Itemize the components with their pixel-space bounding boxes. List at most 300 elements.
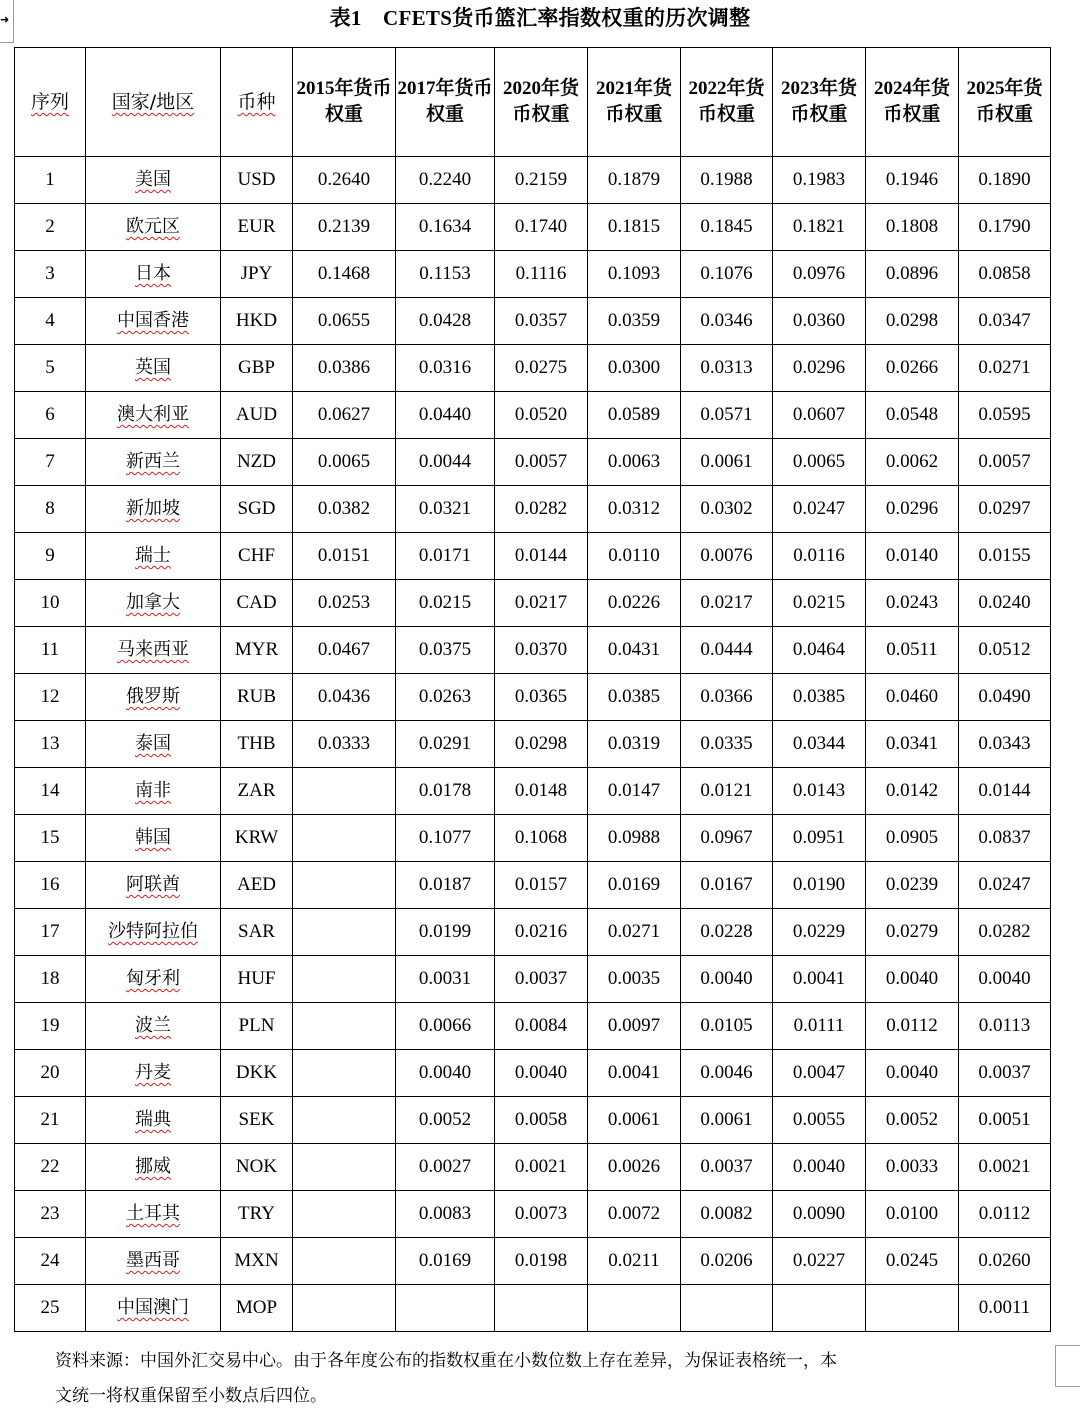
cell-weight: 0.0627 [293,392,396,439]
cell-currency: RUB [221,674,293,721]
cell-weight: 0.0976 [773,251,866,298]
cell-weight: 0.0296 [773,345,866,392]
footnote-line: 文统一将权重保留至小数点后四位。 [55,1386,327,1406]
cell-currency: NZD [221,439,293,486]
cell-seq: 24 [15,1238,86,1285]
cell-weight: 0.1879 [588,157,681,204]
cell-weight: 0.0365 [495,674,588,721]
cell-weight: 0.0198 [495,1238,588,1285]
cell-weight: 0.0260 [959,1238,1051,1285]
cell-country [86,1285,221,1332]
cell-weight: 0.0105 [681,1003,773,1050]
cell-country [86,392,221,439]
cell-weight: 0.0061 [588,1097,681,1144]
header-year: 2017年货币权重 [396,48,495,157]
cell-country [86,1050,221,1097]
cell-weight: 0.0896 [866,251,959,298]
cell-weight [293,1144,396,1191]
cell-country [86,533,221,580]
cell-weight: 0.0058 [495,1097,588,1144]
cell-currency: MXN [221,1238,293,1285]
cell-weight: 0.0655 [293,298,396,345]
cell-weight: 0.0157 [495,862,588,909]
cell-country [86,298,221,345]
cell-currency: SGD [221,486,293,533]
cell-weight: 0.1983 [773,157,866,204]
country-label: 新加坡 [126,498,180,519]
cell-weight: 0.0199 [396,909,495,956]
cell-weight: 0.0040 [681,956,773,1003]
cell-weight: 0.0266 [866,345,959,392]
cell-seq: 11 [15,627,86,674]
cell-weight: 0.0386 [293,345,396,392]
country-label: 俄罗斯 [126,686,180,707]
cell-country [86,815,221,862]
cell-currency: SAR [221,909,293,956]
table-row [15,157,1051,204]
cell-weight: 0.0360 [773,298,866,345]
country-label: 英国 [135,357,171,378]
cell-currency: SEK [221,1097,293,1144]
cell-weight: 0.0110 [588,533,681,580]
cell-weight: 0.2640 [293,157,396,204]
cell-weight: 0.0440 [396,392,495,439]
table-title: 表1 CFETS货币篮汇率指数权重的历次调整 [329,6,751,30]
cell-weight: 0.0347 [959,298,1051,345]
cell-country [86,1003,221,1050]
cell-weight: 0.0297 [959,486,1051,533]
cell-weight: 0.0467 [293,627,396,674]
cell-weight [681,1285,773,1332]
cell-seq: 1 [15,157,86,204]
cell-seq: 21 [15,1097,86,1144]
cell-currency: TRY [221,1191,293,1238]
cell-weight: 0.0217 [495,580,588,627]
cell-currency: PLN [221,1003,293,1050]
cell-weight: 0.0065 [773,439,866,486]
country-label: 日本 [135,263,171,284]
cell-weight: 0.0239 [866,862,959,909]
footnote-line: 资料来源：中国外汇交易中心。由于各年度公布的指数权重在小数位数上存在差异，为保证表格统一，本 [55,1351,837,1371]
cell-weight [293,768,396,815]
table-row [15,298,1051,345]
cell-weight: 0.0112 [959,1191,1051,1238]
cell-weight: 0.0041 [588,1050,681,1097]
cell-weight [293,815,396,862]
cell-weight [293,1285,396,1332]
cell-weight: 0.0837 [959,815,1051,862]
header-currency: 币种 [221,48,293,157]
cell-weight: 0.0072 [588,1191,681,1238]
cell-weight: 0.0211 [588,1238,681,1285]
cell-weight: 0.0121 [681,768,773,815]
country-label: 土耳其 [126,1203,180,1224]
cell-country [86,1144,221,1191]
cell-weight: 0.0229 [773,909,866,956]
cell-weight: 0.0037 [681,1144,773,1191]
cell-weight: 0.0057 [959,439,1051,486]
cell-country [86,439,221,486]
cell-weight: 0.0011 [959,1285,1051,1332]
cell-weight: 0.0171 [396,533,495,580]
country-label: 美国 [135,169,171,190]
country-label: 泰国 [135,733,171,754]
cell-seq: 23 [15,1191,86,1238]
cell-weight: 0.0607 [773,392,866,439]
cell-country [86,1191,221,1238]
cell-weight [773,1285,866,1332]
cell-weight: 0.0431 [588,627,681,674]
table-row [15,1285,1051,1332]
cell-weight: 0.0144 [495,533,588,580]
cell-seq: 9 [15,533,86,580]
cell-country [86,486,221,533]
cell-weight: 0.0300 [588,345,681,392]
cell-weight: 0.0065 [293,439,396,486]
cell-seq: 18 [15,956,86,1003]
cell-weight: 0.0253 [293,580,396,627]
table-row [15,580,1051,627]
cell-weight: 0.0206 [681,1238,773,1285]
cell-seq: 19 [15,1003,86,1050]
cell-weight: 0.0044 [396,439,495,486]
cell-weight: 0.0275 [495,345,588,392]
cell-weight: 0.0187 [396,862,495,909]
cell-weight: 0.0460 [866,674,959,721]
cell-weight: 0.0341 [866,721,959,768]
cell-weight: 0.0090 [773,1191,866,1238]
cell-weight: 0.1468 [293,251,396,298]
cell-weight: 0.0169 [396,1238,495,1285]
cell-weight: 0.0375 [396,627,495,674]
cell-weight: 0.1845 [681,204,773,251]
cell-weight: 0.0112 [866,1003,959,1050]
table-body [15,48,1051,1332]
cell-seq: 6 [15,392,86,439]
cell-weight: 0.0366 [681,674,773,721]
cell-weight: 0.0100 [866,1191,959,1238]
cell-weight: 0.1634 [396,204,495,251]
cell-weight: 0.0858 [959,251,1051,298]
cell-weight: 0.0595 [959,392,1051,439]
cell-weight: 0.0313 [681,345,773,392]
cell-weight: 0.0046 [681,1050,773,1097]
weights-table [14,47,1051,1332]
cell-weight: 0.1790 [959,204,1051,251]
cell-seq: 5 [15,345,86,392]
cell-weight [293,1097,396,1144]
cell-weight: 0.0951 [773,815,866,862]
cell-weight: 0.0548 [866,392,959,439]
country-label: 中国澳门 [117,1297,189,1318]
cell-weight: 0.1988 [681,157,773,204]
cell-weight: 0.0512 [959,627,1051,674]
cell-weight: 0.0051 [959,1097,1051,1144]
table-row [15,392,1051,439]
header-year: 2022年货币权重 [681,48,773,157]
cell-weight: 0.0319 [588,721,681,768]
cell-weight: 0.0040 [396,1050,495,1097]
cell-weight: 0.0066 [396,1003,495,1050]
country-label: 韩国 [135,827,171,848]
cell-weight: 0.0263 [396,674,495,721]
cell-seq: 16 [15,862,86,909]
cell-weight: 0.2159 [495,157,588,204]
cell-weight [293,862,396,909]
cell-country [86,768,221,815]
cell-weight: 0.0385 [773,674,866,721]
cell-weight: 0.0228 [681,909,773,956]
cell-weight: 0.0151 [293,533,396,580]
cell-weight: 0.0428 [396,298,495,345]
country-label: 新西兰 [126,451,180,472]
cell-weight: 0.0243 [866,580,959,627]
cell-seq: 2 [15,204,86,251]
country-label: 瑞典 [135,1109,171,1130]
cell-weight: 0.0321 [396,486,495,533]
cell-seq: 3 [15,251,86,298]
cell-weight: 0.0282 [495,486,588,533]
table-header-row [15,48,1051,157]
cell-currency: DKK [221,1050,293,1097]
cell-seq: 17 [15,909,86,956]
cell-weight: 0.0021 [495,1144,588,1191]
table-row [15,627,1051,674]
cell-weight: 0.0116 [773,533,866,580]
cell-weight: 0.1946 [866,157,959,204]
cell-seq: 25 [15,1285,86,1332]
cell-weight: 0.0905 [866,815,959,862]
cell-weight [293,1191,396,1238]
cell-country [86,956,221,1003]
cell-weight: 0.0031 [396,956,495,1003]
cell-weight: 0.0082 [681,1191,773,1238]
cell-seq: 14 [15,768,86,815]
cell-weight: 0.0097 [588,1003,681,1050]
header-year: 2024年货币权重 [866,48,959,157]
cell-weight: 0.0052 [866,1097,959,1144]
cell-weight: 0.0296 [866,486,959,533]
cell-weight: 0.0346 [681,298,773,345]
cell-weight [396,1285,495,1332]
country-label: 马来西亚 [117,639,189,660]
table-row [15,439,1051,486]
country-label: 丹麦 [135,1062,171,1083]
cell-currency: MOP [221,1285,293,1332]
cell-weight [588,1285,681,1332]
cell-currency: USD [221,157,293,204]
cell-weight: 0.0359 [588,298,681,345]
cell-weight: 0.0271 [959,345,1051,392]
header-year: 2020年货币权重 [495,48,588,157]
header-year: 2021年货币权重 [588,48,681,157]
country-label: 阿联酋 [126,874,180,895]
cell-currency: ZAR [221,768,293,815]
cell-weight: 0.0298 [495,721,588,768]
cell-weight: 0.0520 [495,392,588,439]
cell-weight: 0.1890 [959,157,1051,204]
cell-weight: 0.0076 [681,533,773,580]
cell-weight: 0.0279 [866,909,959,956]
cell-weight: 0.0111 [773,1003,866,1050]
cell-weight: 0.0155 [959,533,1051,580]
cell-weight: 0.0316 [396,345,495,392]
cell-weight: 0.0052 [396,1097,495,1144]
cell-weight: 0.0057 [495,439,588,486]
cell-weight: 0.0444 [681,627,773,674]
cell-weight: 0.0464 [773,627,866,674]
cell-country [86,1097,221,1144]
cell-weight: 0.0302 [681,486,773,533]
cell-weight: 0.0037 [959,1050,1051,1097]
country-label: 匈牙利 [126,968,180,989]
cell-weight: 0.0040 [495,1050,588,1097]
cell-weight: 0.0147 [588,768,681,815]
cell-seq: 15 [15,815,86,862]
cell-weight: 0.1808 [866,204,959,251]
cell-weight: 0.2240 [396,157,495,204]
country-label: 南非 [135,780,171,801]
header-year: 2015年货币权重 [293,48,396,157]
cell-weight: 0.0142 [866,768,959,815]
cell-weight: 0.0047 [773,1050,866,1097]
cell-weight: 0.0035 [588,956,681,1003]
cell-seq: 4 [15,298,86,345]
table-row [15,486,1051,533]
cell-weight: 0.1068 [495,815,588,862]
cell-weight [293,1238,396,1285]
cell-currency: CAD [221,580,293,627]
cell-country [86,674,221,721]
cell-weight: 0.1815 [588,204,681,251]
cell-weight: 0.0144 [959,768,1051,815]
cell-weight: 0.0113 [959,1003,1051,1050]
cell-country [86,580,221,627]
cell-weight: 0.1821 [773,204,866,251]
cell-weight: 0.0037 [495,956,588,1003]
cell-weight [495,1285,588,1332]
cell-weight: 0.1153 [396,251,495,298]
cell-weight: 0.0143 [773,768,866,815]
cell-weight: 0.0062 [866,439,959,486]
cell-weight: 0.0215 [773,580,866,627]
cell-weight: 0.0140 [866,533,959,580]
cell-weight: 0.1740 [495,204,588,251]
cell-country [86,157,221,204]
cell-country [86,1238,221,1285]
table-row [15,909,1051,956]
header-year: 2023年货币权重 [773,48,866,157]
cell-country [86,251,221,298]
cell-country [86,909,221,956]
country-label: 波兰 [135,1015,171,1036]
cell-weight: 0.0343 [959,721,1051,768]
cell-currency: AUD [221,392,293,439]
cell-weight: 0.0073 [495,1191,588,1238]
cell-weight: 0.0040 [959,956,1051,1003]
cell-weight: 0.1093 [588,251,681,298]
corner-marker [1055,1345,1080,1387]
cell-weight: 0.0312 [588,486,681,533]
cell-seq: 8 [15,486,86,533]
cell-weight: 0.0988 [588,815,681,862]
country-label: 墨西哥 [126,1250,180,1271]
cell-seq: 12 [15,674,86,721]
cell-seq: 7 [15,439,86,486]
cell-weight: 0.0083 [396,1191,495,1238]
cell-weight: 0.0041 [773,956,866,1003]
cell-weight [293,956,396,1003]
cell-currency: HUF [221,956,293,1003]
cell-weight: 0.0271 [588,909,681,956]
cell-weight: 0.0245 [866,1238,959,1285]
table-row [15,721,1051,768]
cell-weight [293,1003,396,1050]
cell-weight: 0.0282 [959,909,1051,956]
cell-weight: 0.0370 [495,627,588,674]
cell-weight: 0.0169 [588,862,681,909]
table-row [15,533,1051,580]
cell-currency: GBP [221,345,293,392]
cell-weight: 0.0061 [681,1097,773,1144]
cell-country [86,627,221,674]
cell-currency: KRW [221,815,293,862]
table-footnote [55,1344,1045,1414]
cell-weight [293,1050,396,1097]
country-label: 澳大利亚 [117,404,189,425]
header-year: 2025年货币权重 [959,48,1051,157]
cell-weight: 0.1077 [396,815,495,862]
table-row [15,251,1051,298]
cell-weight: 0.0385 [588,674,681,721]
table-row [15,345,1051,392]
cell-weight: 0.0178 [396,768,495,815]
header-seq: 序列 [15,48,86,157]
table-row [15,204,1051,251]
cell-weight: 0.0333 [293,721,396,768]
country-label: 欧元区 [126,216,180,237]
cell-weight: 0.2139 [293,204,396,251]
country-label: 中国香港 [117,310,189,331]
country-label: 沙特阿拉伯 [108,921,198,942]
cell-weight: 0.0511 [866,627,959,674]
cell-weight: 0.0247 [773,486,866,533]
cell-weight: 0.1076 [681,251,773,298]
country-label: 挪威 [135,1156,171,1177]
arrow-icon: ➜ [0,13,10,26]
cell-currency: THB [221,721,293,768]
cell-weight [866,1285,959,1332]
cell-seq: 13 [15,721,86,768]
cell-weight: 0.0382 [293,486,396,533]
cell-weight: 0.0967 [681,815,773,862]
cell-weight: 0.0291 [396,721,495,768]
cell-weight: 0.0344 [773,721,866,768]
cell-weight: 0.0167 [681,862,773,909]
cell-currency: EUR [221,204,293,251]
cell-weight: 0.0589 [588,392,681,439]
cell-weight: 0.0061 [681,439,773,486]
cell-currency: AED [221,862,293,909]
cell-weight: 0.0033 [866,1144,959,1191]
cell-seq: 10 [15,580,86,627]
cell-weight: 0.0227 [773,1238,866,1285]
table-row [15,1238,1051,1285]
cell-weight: 0.0357 [495,298,588,345]
cell-weight: 0.0055 [773,1097,866,1144]
cell-country [86,862,221,909]
cell-seq: 20 [15,1050,86,1097]
